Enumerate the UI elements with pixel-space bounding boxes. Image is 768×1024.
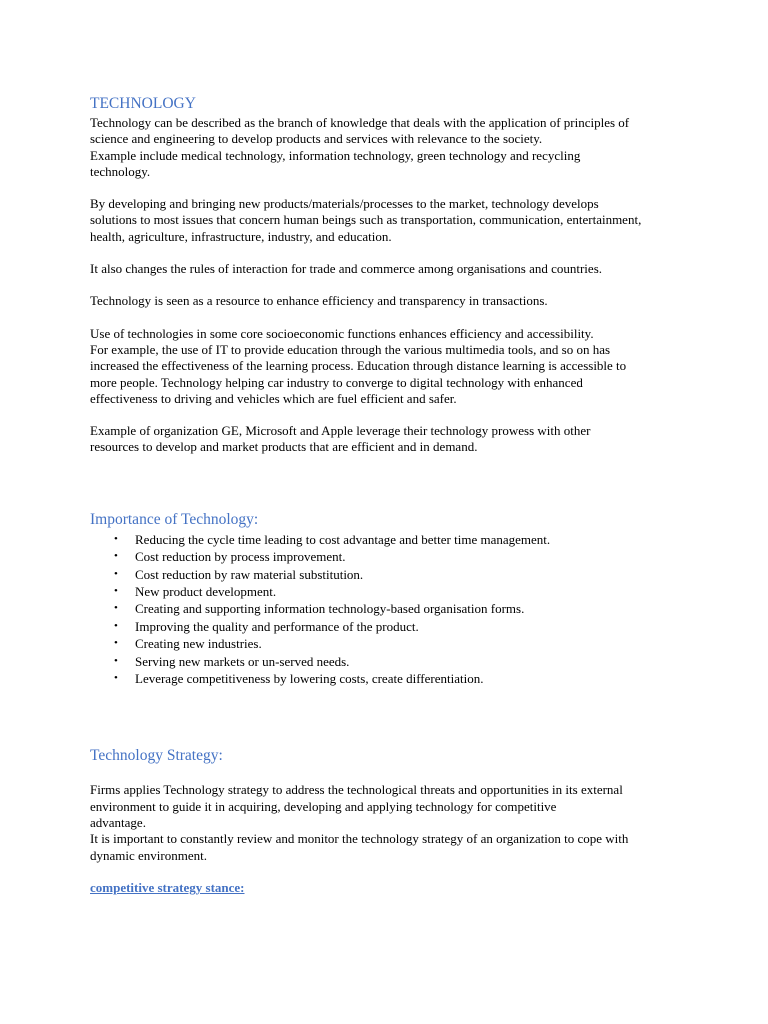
- bullet-icon: •: [114, 637, 118, 650]
- text-line: technology.: [90, 163, 151, 179]
- spacer: [90, 864, 690, 879]
- spacer: [90, 687, 690, 745]
- page-title: TECHNOLOGY: [90, 95, 196, 112]
- text-line: Technology is seen as a resource to enhance efficiency and transparency in transactions.: [90, 293, 548, 309]
- trade-paragraph: [90, 261, 690, 277]
- spacer: [90, 456, 690, 509]
- text-line: effectiveness to driving and vehicles which are fuel efficient and safer.: [90, 390, 457, 406]
- bullet-icon: •: [114, 654, 118, 667]
- spacer: [90, 180, 690, 196]
- list-item: [90, 600, 690, 617]
- bullet-icon: •: [114, 584, 118, 597]
- text-line: science and engineering to develop products and services with relevance to the society.: [90, 131, 543, 147]
- bullet-icon: •: [114, 602, 118, 615]
- text-line: By developing and bringing new products/materials/processes to the market, technology develops: [90, 196, 599, 212]
- text-line: dynamic environment.: [90, 847, 207, 863]
- spacer: [90, 767, 690, 782]
- bullet-icon: •: [114, 567, 118, 580]
- spacer: [90, 245, 690, 261]
- text-line: advantage.: [90, 815, 146, 830]
- text-line: solutions to most issues that concern human beings such as transportation, communication, entertainment,: [90, 212, 642, 228]
- text-line: health, agriculture, infrastructure, industry, and education.: [90, 228, 392, 244]
- list-item: [90, 548, 690, 565]
- list-item: [90, 583, 690, 600]
- list-item-text: Improving the quality and performance of the product.: [135, 618, 419, 634]
- text-line: Example of organization GE, Microsoft and Apple leverage their technology prowess with other: [90, 423, 591, 439]
- strategy-heading: Technology Strategy:: [90, 747, 223, 765]
- list-item: [90, 653, 690, 670]
- text-line: more people. Technology helping car industry to converge to digital technology with enhanced: [90, 374, 583, 390]
- resource-paragraph: [90, 293, 690, 309]
- list-item-text: Creating and supporting information technology-based organisation forms.: [135, 601, 525, 617]
- list-item: [90, 618, 690, 635]
- text-line: Technology can be described as the branch of knowledge that deals with the application of principles of: [90, 115, 630, 130]
- list-item-text: Cost reduction by raw material substitution.: [135, 566, 364, 582]
- spacer: [90, 277, 690, 293]
- bullet-icon: •: [114, 532, 118, 545]
- list-item-text: Leverage competitiveness by lowering costs, create differentiation.: [135, 671, 484, 686]
- bullet-icon: •: [114, 672, 118, 684]
- list-item-text: New product development.: [135, 583, 277, 599]
- stance-heading[interactable]: competitive strategy stance:: [90, 879, 245, 895]
- list-item: [90, 635, 690, 652]
- document-page: [90, 93, 690, 896]
- list-item: [90, 670, 690, 687]
- text-line: It also changes the rules of interaction for trade and commerce among organisations and countries.: [90, 261, 603, 277]
- spacer: [90, 310, 690, 326]
- intro-paragraph: [90, 115, 690, 180]
- text-line: Example include medical technology, information technology, green technology and recycling: [90, 147, 581, 163]
- list-item-text: Cost reduction by process improvement.: [135, 549, 346, 565]
- list-item: [90, 531, 690, 548]
- list-item-text: Creating new industries.: [135, 636, 262, 652]
- organization-paragraph: [90, 423, 690, 456]
- text-line: increased the effectiveness of the learning process. Education through distance learning is accessible to: [90, 358, 627, 374]
- bullet-icon: •: [114, 619, 118, 632]
- text-line: Firms applies Technology strategy to address the technological threats and opportunities in its external: [90, 782, 623, 798]
- text-line: environment to guide it in acquiring, developing and applying technology for competitive: [90, 798, 557, 814]
- socioeconomic-paragraph: [90, 326, 690, 407]
- development-paragraph: [90, 196, 690, 245]
- list-item-text: Reducing the cycle time leading to cost advantage and better time management.: [135, 531, 551, 547]
- list-item-text: Serving new markets or un-served needs.: [135, 653, 350, 669]
- list-item: [90, 566, 690, 583]
- text-line: For example, the use of IT to provide education through the various multimedia tools, and so on has: [90, 341, 611, 357]
- text-line: Use of technologies in some core socioeconomic functions enhances efficiency and accessibility.: [90, 325, 594, 341]
- importance-list: [90, 531, 690, 688]
- strategy-paragraph: [90, 782, 690, 863]
- spacer: [90, 407, 690, 423]
- text-line: It is important to constantly review and monitor the technology strategy of an organization to cope with: [90, 831, 629, 847]
- bullet-icon: •: [114, 550, 118, 563]
- text-line: resources to develop and market products that are efficient and in demand.: [90, 439, 478, 455]
- importance-heading: Importance of Technology:: [90, 510, 259, 528]
